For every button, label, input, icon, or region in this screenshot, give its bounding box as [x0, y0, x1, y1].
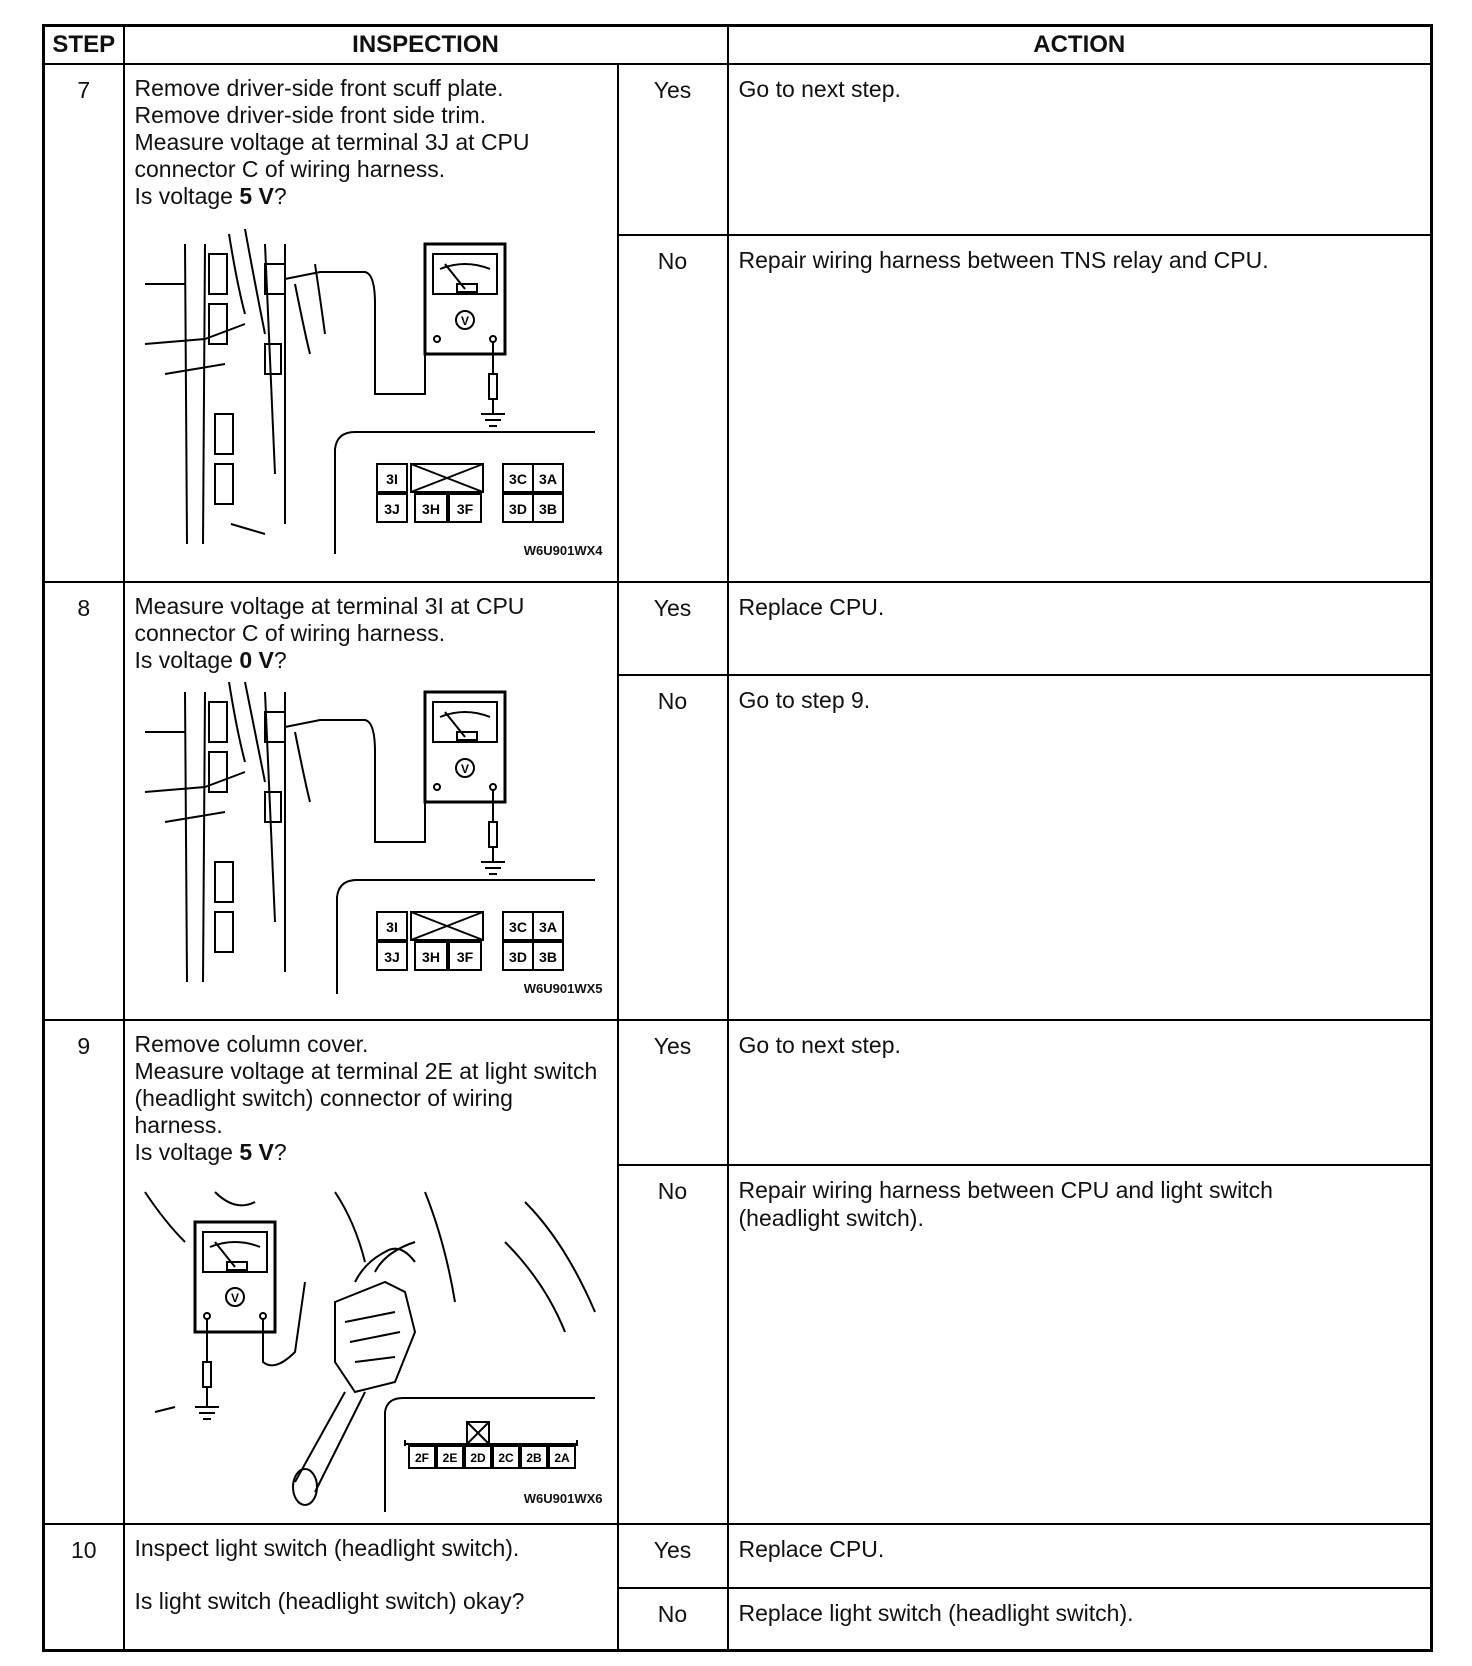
- step-number: 10: [44, 1524, 124, 1651]
- inspection-cell: [124, 64, 618, 582]
- inspection-cell: [124, 1020, 618, 1524]
- terminal-label: 3A: [538, 471, 557, 488]
- terminal-label: 2E: [442, 1450, 457, 1465]
- meter-symbol: V: [230, 1290, 239, 1305]
- terminal-label: 2D: [469, 1450, 486, 1465]
- terminal-label: 3H: [421, 501, 440, 518]
- inspection-line: connector C of wiring harness.: [134, 156, 446, 183]
- action-line: (headlight switch).: [738, 1204, 924, 1231]
- inspection-line: Remove driver-side front scuff plate.: [134, 75, 504, 102]
- terminal-label: 3F: [456, 501, 473, 518]
- terminal-label: 3J: [383, 501, 400, 518]
- action-no: Repair wiring harness between TNS relay and CPU.: [728, 235, 1432, 582]
- answer-no: No: [618, 1588, 728, 1650]
- answer-yes: Yes: [618, 64, 728, 235]
- terminal-label: 3A: [538, 919, 557, 936]
- meter-symbol: V: [460, 314, 469, 329]
- terminal-label: 3J: [383, 949, 400, 966]
- voltmeter-illustration: [125, 682, 619, 1002]
- figure-code: W6U901WX4: [523, 543, 603, 559]
- inspection-line: Measure voltage at terminal 3J at CPU: [134, 129, 530, 156]
- table-row: [44, 64, 1432, 235]
- inspection-line: (headlight switch) connector of wiring: [134, 1084, 513, 1111]
- diagnostic-table: [42, 24, 1433, 1652]
- inspection-cell: [124, 1524, 618, 1651]
- terminal-label: 3B: [538, 501, 557, 518]
- terminal-label: 3D: [508, 949, 527, 966]
- voltmeter-illustration: [125, 224, 619, 564]
- action-yes: Go to next step.: [728, 1020, 1432, 1165]
- action-yes: Replace CPU.: [728, 1524, 1432, 1588]
- figure-code: W6U901WX5: [523, 981, 603, 997]
- terminal-label: 3F: [456, 949, 473, 966]
- action-line: Repair wiring harness between CPU and light switch: [738, 1176, 1273, 1203]
- header-inspection: INSPECTION: [124, 26, 728, 65]
- terminal-label: 2B: [525, 1450, 542, 1465]
- step-number: 9: [44, 1020, 124, 1524]
- meter-symbol: V: [460, 762, 469, 777]
- answer-no: No: [618, 235, 728, 582]
- step-number: 8: [44, 582, 124, 1020]
- terminal-label: 3D: [508, 501, 527, 518]
- action-yes: Replace CPU.: [728, 582, 1432, 674]
- answer-yes: Yes: [618, 582, 728, 674]
- voltmeter-illustration: [125, 1182, 619, 1512]
- inspection-question: Is light switch (headlight switch) okay?: [134, 1587, 525, 1614]
- terminal-label: 3C: [508, 471, 527, 488]
- answer-yes: Yes: [618, 1020, 728, 1165]
- inspection-line: Measure voltage at terminal 2E at light switch: [134, 1057, 598, 1084]
- inspection-cell: [124, 582, 618, 1020]
- header-row: [44, 26, 1432, 65]
- answer-yes: Yes: [618, 1524, 728, 1588]
- action-no: Replace light switch (headlight switch).: [728, 1588, 1432, 1650]
- terminal-label: 3C: [508, 919, 527, 936]
- step-number: 7: [44, 64, 124, 582]
- figure-light-switch-connector: [125, 1182, 617, 1512]
- inspection-question: Is voltage 0 V?: [134, 647, 287, 674]
- terminal-label: 2F: [414, 1450, 429, 1465]
- header-action: ACTION: [728, 26, 1432, 65]
- table-row: [44, 1524, 1432, 1588]
- terminal-label: 3I: [385, 471, 398, 488]
- inspection-line: connector C of wiring harness.: [134, 620, 446, 647]
- action-no: [728, 1165, 1432, 1524]
- inspection-text: [125, 1525, 617, 1615]
- terminal-label: 2A: [553, 1450, 570, 1465]
- figure-cpu-connector: [125, 224, 617, 564]
- inspection-text: [125, 1021, 617, 1166]
- terminal-label: 3I: [385, 919, 398, 936]
- answer-no: No: [618, 675, 728, 1020]
- inspection-line: Inspect light switch (headlight switch).: [134, 1534, 520, 1561]
- inspection-line: Remove driver-side front side trim.: [134, 102, 486, 129]
- inspection-question: Is voltage 5 V?: [134, 183, 287, 210]
- table-row: [44, 1020, 1432, 1165]
- inspection-text: [125, 583, 617, 674]
- terminal-label: 2C: [497, 1450, 514, 1465]
- answer-no: No: [618, 1165, 728, 1524]
- inspection-line: harness.: [134, 1111, 223, 1138]
- action-no: Go to step 9.: [728, 675, 1432, 1020]
- figure-cpu-connector: [125, 682, 617, 1002]
- table-row: [44, 582, 1432, 674]
- figure-code: W6U901WX6: [523, 1490, 603, 1506]
- inspection-line: Measure voltage at terminal 3I at CPU: [134, 593, 525, 620]
- header-step: STEP: [44, 26, 124, 65]
- inspection-question: Is voltage 5 V?: [134, 1138, 287, 1165]
- terminal-label: 3H: [421, 949, 440, 966]
- inspection-text: [125, 65, 617, 210]
- inspection-line: Remove column cover.: [134, 1030, 369, 1057]
- action-yes: Go to next step.: [728, 64, 1432, 235]
- terminal-label: 3B: [538, 949, 557, 966]
